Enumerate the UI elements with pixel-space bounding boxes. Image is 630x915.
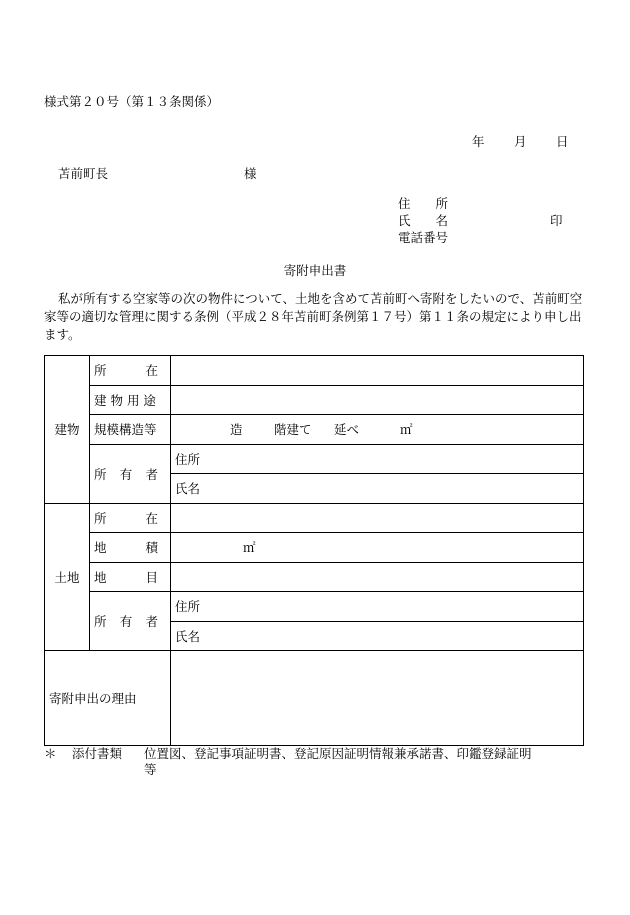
body-paragraph: 私が所有する空家等の次の物件について、土地を含めて苫前町へ寄附をしたいので、苫前町空家等の適切な管理に関する条例（平成２８年苫前町条例第１７号）第１１条の規定により申し出ます。 xyxy=(44,291,583,342)
building-owner-address[interactable]: 住所 xyxy=(171,444,584,474)
land-owner-address[interactable]: 住所 xyxy=(171,592,584,622)
building-use-label: 建 物 用 途 xyxy=(90,385,171,415)
building-location-label: 所 在 xyxy=(90,356,171,386)
table-row xyxy=(45,444,584,474)
building-use-value[interactable] xyxy=(171,385,584,415)
reason-label: 寄附申出の理由 xyxy=(45,651,171,746)
table-row xyxy=(45,651,584,746)
land-category-value[interactable] xyxy=(171,562,584,592)
addressee-name: 苫前町長 xyxy=(58,166,109,181)
document-title: 寄附申出書 xyxy=(283,263,347,278)
land-location-label: 所 在 xyxy=(90,503,171,533)
structure-value[interactable]: 造 階建て 延べ ㎡ xyxy=(171,415,584,445)
table-row xyxy=(45,503,584,533)
form-number: 様式第２０号（第１３条関係） xyxy=(44,94,220,109)
attachments-note xyxy=(44,746,532,778)
seal-mark: 印 xyxy=(550,213,563,228)
addressee xyxy=(58,164,257,182)
attachments-line2: 等 xyxy=(144,762,157,777)
building-group-label: 建物 xyxy=(45,356,90,504)
land-area-value[interactable]: ㎡ xyxy=(171,533,584,563)
addressee-honorific: 様 xyxy=(244,166,257,181)
attachments-mark: ＊ xyxy=(44,746,57,761)
applicant-block xyxy=(398,195,563,246)
table-row xyxy=(45,415,584,445)
land-location-value[interactable] xyxy=(171,503,584,533)
date-year: 年 xyxy=(472,134,485,149)
attachments-heading: 添付書類 xyxy=(72,746,123,761)
body-text xyxy=(44,290,589,344)
land-owner-label: 所 有 者 xyxy=(90,592,171,651)
building-owner-label: 所 有 者 xyxy=(90,444,171,503)
applicant-name-label: 氏 名 xyxy=(398,213,449,228)
applicant-phone-label: 電話番号 xyxy=(398,230,449,245)
building-location-value[interactable] xyxy=(171,356,584,386)
land-group-label: 土地 xyxy=(45,503,90,651)
table-row xyxy=(45,385,584,415)
table-row xyxy=(45,562,584,592)
application-table xyxy=(44,355,584,746)
table-row xyxy=(45,533,584,563)
table-row xyxy=(45,356,584,386)
land-category-label: 地 目 xyxy=(90,562,171,592)
structure-label: 規模構造等 xyxy=(90,415,171,445)
land-area-label: 地 積 xyxy=(90,533,171,563)
table-row xyxy=(45,592,584,622)
date-day: 日 xyxy=(556,134,569,149)
date-month: 月 xyxy=(514,134,527,149)
attachments-line1: 位置図、登記事項証明書、登記原因証明情報兼承諾書、印鑑登録証明 xyxy=(144,746,532,761)
building-owner-name[interactable]: 氏名 xyxy=(171,474,584,504)
reason-value[interactable] xyxy=(171,651,584,746)
land-owner-name[interactable]: 氏名 xyxy=(171,621,584,651)
date-line xyxy=(472,132,569,150)
applicant-address-label: 住 所 xyxy=(398,196,449,211)
